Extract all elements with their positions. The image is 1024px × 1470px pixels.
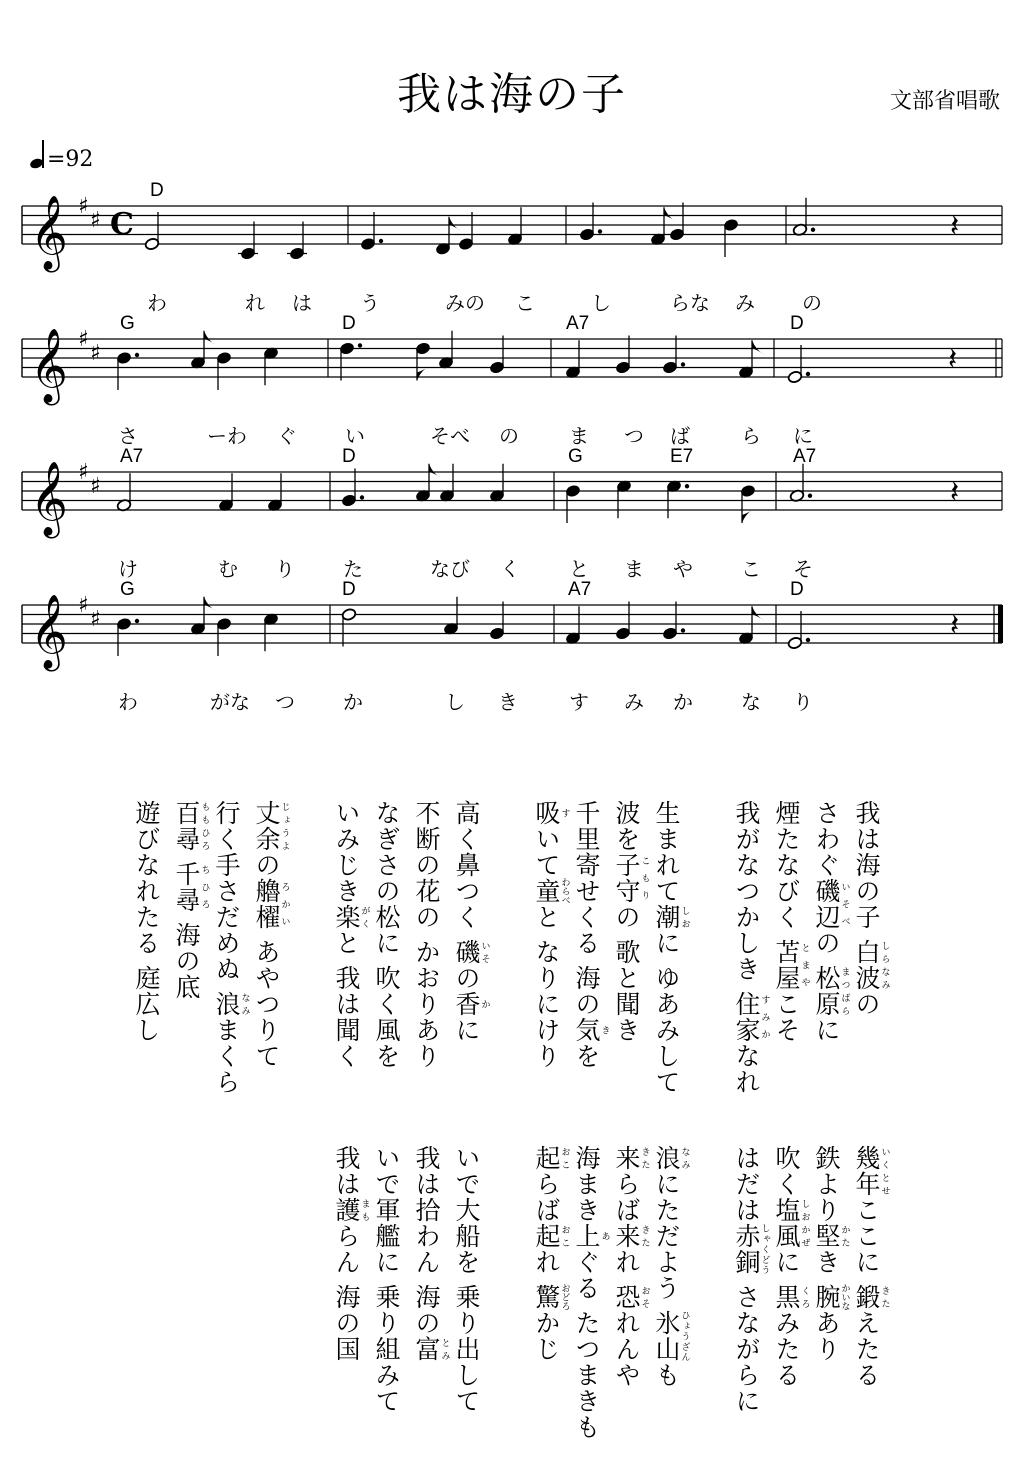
ruby-word: 子守こもり [612,852,650,904]
chord-symbol: D [790,579,804,600]
ruby-word: 富とみ [412,1335,450,1362]
ruby-word: 艪櫂ろかい [252,878,290,930]
ruby-word: 起おこ [532,1145,570,1171]
sharp-icon: ♯ [78,327,89,352]
lyric-syllable: し [445,692,465,714]
ruby-word: 黒くろ [772,1283,810,1310]
ruby-word: 香か [452,990,490,1017]
quarter-rest-icon: 𝄽 [948,342,958,377]
ruby-word: 堅かた [812,1223,850,1249]
augmentation-dot [685,484,689,488]
chord-symbol: D [790,313,804,334]
ruby-word: 来きた [612,1145,650,1171]
verse-line: 波を子守こもりの 歌と聞き [612,800,650,1043]
verse-line: 我がなつかしき 住家すみかなれ [732,800,770,1095]
eighth-flag [752,340,764,354]
final-barline-thick [998,605,1003,643]
augmentation-dot [811,228,815,232]
lyric-syllable: みの [445,293,485,315]
treble-clef-icon: 𝄞 [30,329,68,403]
treble-clef-icon: 𝄞 [30,462,68,536]
ruby-word: 潮しお [652,904,690,930]
lyric-syllable: い [345,426,365,448]
lyric-syllable: り [275,559,295,581]
chord-symbol: G [120,313,135,334]
verse-line: 百尋ももひろ 千尋ちひろ 海の底 [172,800,210,1000]
chord-symbol: G [568,446,583,467]
eighth-flag [204,331,216,345]
eighth-flag [429,464,441,478]
lyric-syllable: つ [624,426,644,448]
augmentation-dot [135,619,139,623]
sharp-icon: ♯ [90,474,101,499]
verse-line: 生まれて潮しおに ゆあみして [652,800,690,1095]
lyric-syllable: の [499,426,519,448]
verse-line: 鉄より堅かたき 腕かいなあり [812,1145,850,1362]
lyric-syllable: わ [118,692,138,714]
ruby-word: 松原まつばら [812,964,850,1017]
lyric-syllable: し [591,293,611,315]
ruby-word: 護まも [332,1197,370,1223]
ruby-word: 気き [572,1016,610,1043]
eighth-flag [449,217,461,231]
verse-line: いで軍艦に 乗り組みて [372,1145,401,1414]
ruby-word: 幾年いくとせ [852,1145,890,1197]
verse-line: 千里寄せくる 海の気きを [572,800,610,1069]
verse-line: 海まき上あぐる たつまきも [572,1145,610,1440]
ruby-word: 腕かいな [812,1283,850,1311]
ruby-word: 驚おどろ [532,1283,570,1311]
verse-line: 行く手さだめぬ 浪なみまくら [212,800,250,1095]
lyric-syllable: た [343,559,363,581]
lyric-syllable: け [118,559,138,581]
lyric-syllable: か [343,692,363,714]
augmentation-dot [681,362,685,366]
verse-line: 高く鼻つく 磯いその香かに [452,800,490,1043]
lyric-syllable: む [218,559,238,581]
verse-line: 起おこらば起おこれ 驚おどろかじ [532,1145,570,1362]
lyric-syllable: の [802,293,822,315]
verse-line: はだは赤銅しゃくどう さながらに [732,1145,770,1414]
lyric-syllable: と [569,559,589,581]
lyric-syllable: く [500,559,520,581]
song-title: 我は海の子 [397,69,627,120]
ruby-word: 磯いそ [452,938,490,965]
ruby-word: 白波しらなみ [852,938,890,991]
treble-clef-icon: 𝄞 [30,595,68,669]
verse-line: 丈余じょうよの艪櫂ろかい あやつりて [252,800,290,1069]
sharp-icon: ♯ [78,593,89,618]
eighth-flag [417,367,429,381]
tempo-value: =92 [47,147,94,172]
ruby-word: 塩風しおかぜ [772,1197,810,1249]
ruby-word: 起おこ [532,1223,570,1249]
sharp-icon: ♯ [90,607,101,632]
chord-symbol: A7 [568,579,592,600]
chord-symbol: A7 [566,313,590,334]
ruby-word: 丈余じょうよ [252,800,290,852]
ruby-word: 赤銅しゃくどう [732,1223,770,1275]
lyric-syllable: は [292,293,312,315]
verse-line: なぎさの松に 吹く風を [372,800,401,1069]
chord-symbol: A7 [120,446,144,467]
lyric-syllable: そべ [430,426,470,448]
treble-clef-icon: 𝄞 [30,196,68,270]
lyric-syllable: み [624,692,644,714]
chord-symbol: A7 [793,446,817,467]
chord-symbol: D [342,446,356,467]
verse-line: 幾年いくとせここに 鍛きたえたる [852,1145,890,1388]
ruby-word: 苫屋とまや [772,938,810,991]
ruby-word: 恐おそ [612,1283,650,1310]
lyric-syllable: こ [741,559,761,581]
lyric-syllable: す [569,692,589,714]
sharp-icon: ♯ [90,341,101,366]
augmentation-dot [806,372,810,376]
ruby-word: 浪なみ [652,1145,690,1171]
augmentation-dot [808,494,812,498]
ruby-word: 千尋ちひろ [172,860,210,913]
verse-line: 吹く塩風しおかぜに 黒くろみたる [772,1145,810,1388]
ruby-word: 磯辺いそべ [812,878,850,930]
lyric-syllable: に [793,426,813,448]
eighth-flag [752,606,764,620]
lyric-syllable: つ [275,692,295,714]
ruby-word: 百尋ももひろ [172,800,210,852]
chord-symbol: E7 [670,446,694,467]
augmentation-dot [358,343,362,347]
verse-line: 我は拾わん 海の富とみ [412,1145,450,1362]
augmentation-dot [681,628,685,632]
sharp-icon: ♯ [78,460,89,485]
sharp-icon: ♯ [78,194,89,219]
verse-line: 遊びなれたる 庭広し [132,800,161,1043]
lyric-syllable: ま [569,426,589,448]
ruby-word: 鍛きた [852,1283,890,1310]
lyric-syllable: み [735,293,755,315]
lyric-syllable: ぐ [277,426,297,448]
lyric-syllable: ら [741,426,761,448]
verse-line: いで大船を 乗り出して [452,1145,481,1414]
lyric-syllable: なび [430,559,470,581]
eighth-flag [742,509,754,523]
lyric-syllable: な [741,692,761,714]
ruby-word: 氷山ひょうざん [652,1309,690,1362]
quarter-rest-icon: 𝄽 [950,475,960,510]
chord-symbol: D [150,180,164,201]
verse-line: いみじき楽がくと 我は聞く [332,800,370,1069]
lyric-syllable: き [498,692,518,714]
time-signature: C [110,207,134,242]
ruby-word: 楽がく [332,904,370,930]
augmentation-dot [598,229,602,233]
lyric-syllable: そ [793,559,813,581]
lyric-syllable: れ [245,293,265,315]
music-score [0,160,1024,740]
verse-line: 吸すいて童わらべと なりにけり [532,800,570,1069]
verse-line: 不断の花の かおりあり [412,800,441,1069]
lyric-syllable: ーわ [207,426,247,448]
quarter-rest-icon: 𝄽 [950,209,960,244]
lyric-syllable: ま [624,559,644,581]
lyric-syllable: がな [210,692,250,714]
verse-line: 我は海の子 白波しらなみの [852,800,890,1017]
verse-line: 煙たなびく 苫屋とまやこそ [772,800,810,1043]
verse-line: 我は護まもらん 海の国 [332,1145,370,1362]
ruby-word: 来きた [612,1223,650,1249]
ruby-word: 浪なみ [212,990,250,1017]
lyric-syllable: う [360,293,380,315]
verse-line: 浪なみにただよう 氷山ひょうざんも [652,1145,690,1388]
verse-line: さわぐ磯辺いそべの 松原まつばらに [812,800,850,1043]
sharp-icon: ♯ [90,208,101,233]
ruby-word: 上あ [572,1223,610,1249]
composer-credit: 文部省唱歌 [889,89,1000,114]
quarter-rest-icon: 𝄽 [950,608,960,643]
eighth-flag [664,207,676,221]
lyric-syllable: り [793,692,813,714]
eighth-flag [204,597,216,611]
augmentation-dot [135,353,139,357]
chord-symbol: D [342,313,356,334]
lyric-syllable: か [673,692,693,714]
ruby-word: 童わらべ [532,877,570,905]
lyric-syllable: らな [670,293,710,315]
augmentation-dot [379,239,383,243]
verse-line: 来きたらば来きたれ 恐おそれんや [612,1145,650,1388]
augmentation-dot [360,495,364,499]
augmentation-dot [806,638,810,642]
lyric-syllable: ば [670,426,690,448]
ruby-word: 吸す [532,800,570,826]
chord-symbol: D [342,579,356,600]
lyric-syllable: こ [515,293,535,315]
lyric-syllable: や [673,559,693,581]
chord-symbol: G [120,579,135,600]
lyric-syllable: わ [147,293,167,315]
lyric-syllable: さ [118,426,138,448]
ruby-word: 住家すみか [732,990,770,1043]
